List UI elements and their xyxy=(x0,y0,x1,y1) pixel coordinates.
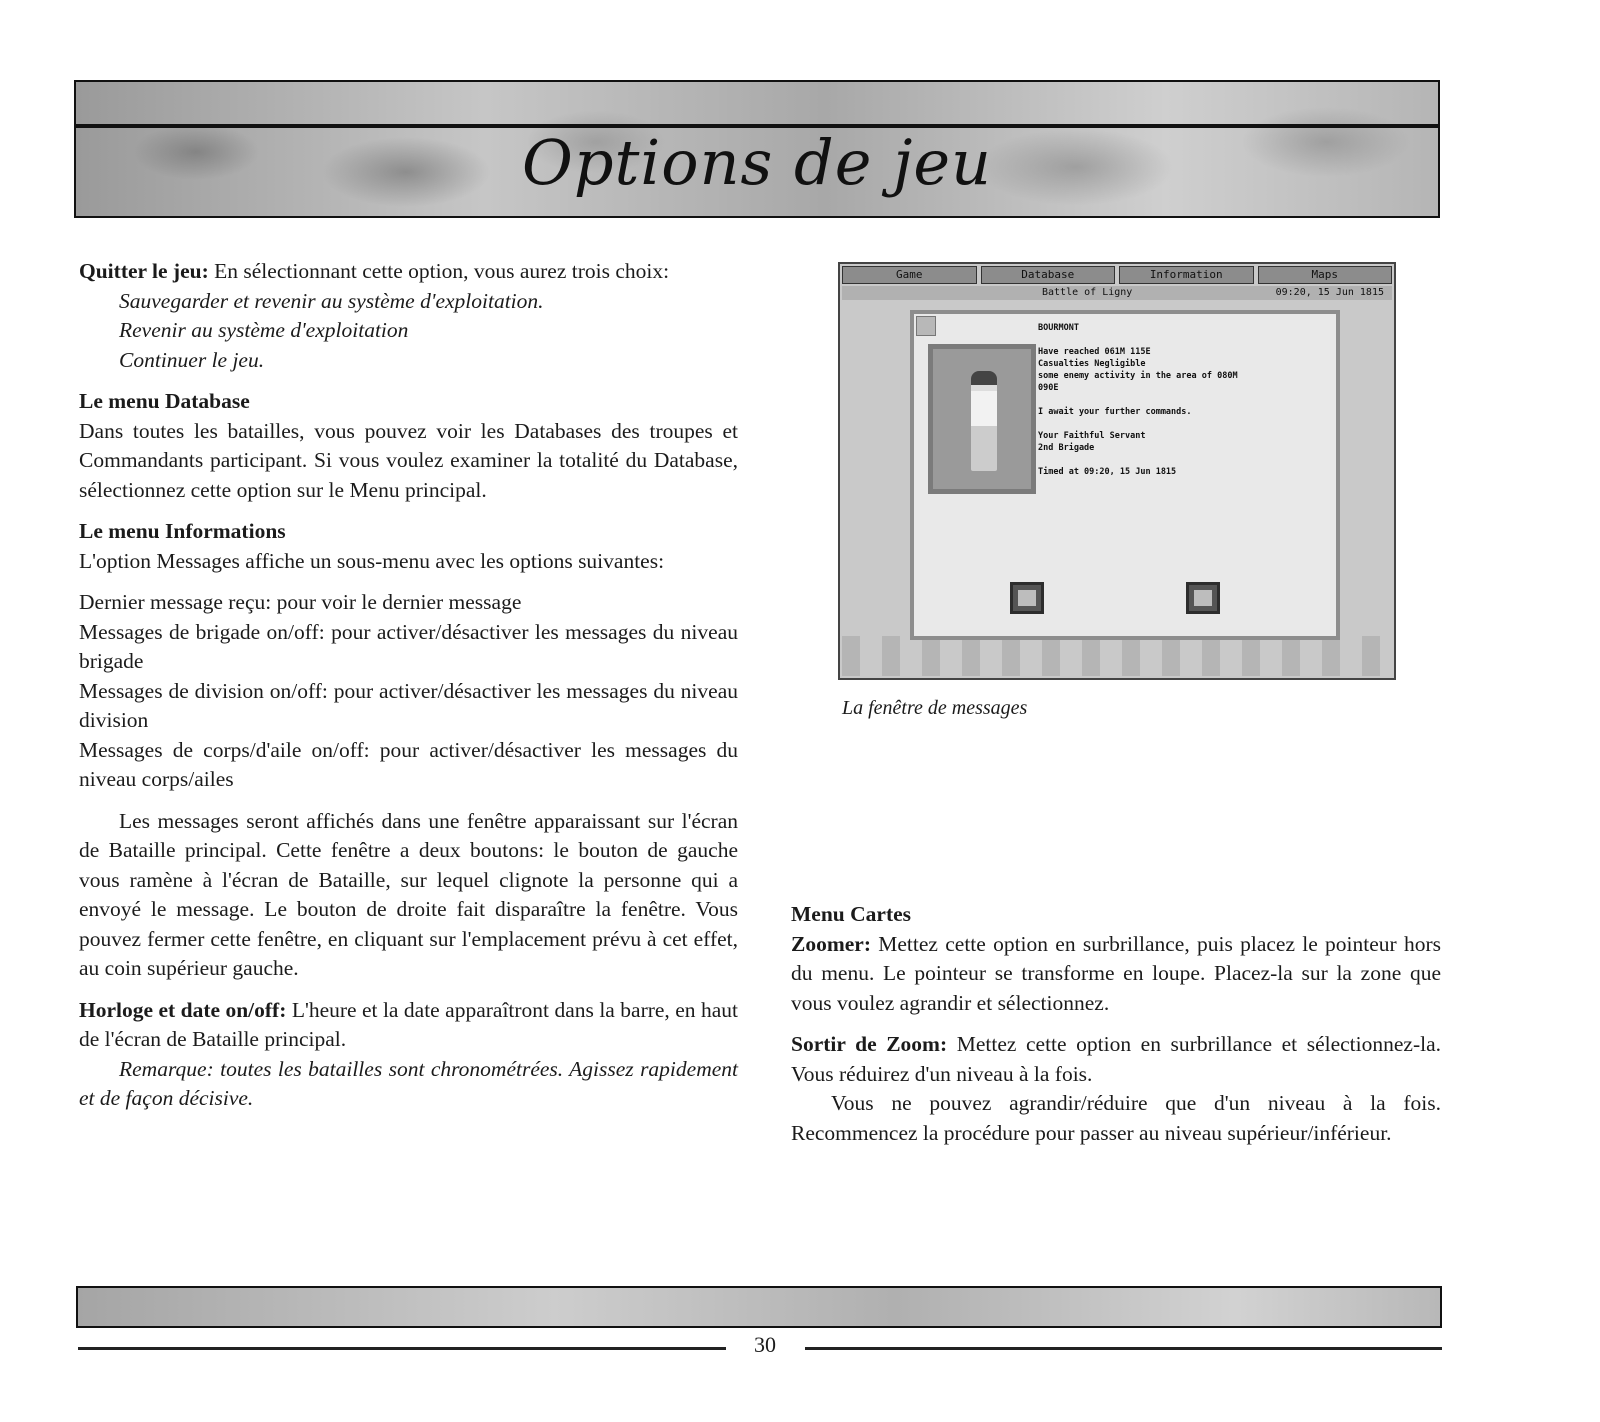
zoom-note: Vous ne pouvez agrandir/réduire que d'un niveau à la fois. Recommencez la procédure pour passer au niveau supérieur/inférieur. xyxy=(791,1091,1441,1145)
battle-status-bar xyxy=(842,286,1392,300)
database-text: Dans toutes les batailles, vous pouvez voir les Databases des troupes et Commandants participant. Si vous voulez examiner la totalité du Database, sélectionnez cette option sur le Menu principal. xyxy=(79,418,738,502)
messages-paragraph: Les messages seront affichés dans une fenêtre apparaissant sur l'écran de Bataille principal. Cette fenêtre a deux boutons: le bouton de gauche vous ramène à l'écran de Bataille, sur lequel clignote la personne qui a envoyé le message. Le bouton de droite fait disparaître la fenêtre. Vous pouvez fermer cette fenêtre, en cliquant sur l'emplacement prévu à cet effet, au coin supérieur gauche. xyxy=(79,808,738,980)
info-text: L'option Messages affiche un sous-menu avec les options suivantes: xyxy=(79,548,665,573)
footer-rule-left xyxy=(78,1347,726,1350)
quit-label: Quitter le jeu: xyxy=(79,259,209,283)
quit-text: En sélectionnant cette option, vous aurez trois choix: xyxy=(208,259,670,283)
clock-text: L'heure et la date apparaîtront dans la barre, en haut de l'écran de Bataille principal. xyxy=(79,997,738,1051)
menu-maps: Maps xyxy=(1258,266,1393,284)
info-item: Messages de brigade on/off: pour activer/désactiver les messages du niveau brigade xyxy=(79,619,738,673)
clock-paragraph xyxy=(79,996,738,1055)
header-banner xyxy=(74,80,1440,218)
message-window-screenshot xyxy=(838,262,1396,680)
close-icon xyxy=(916,316,936,336)
quit-choice: Sauvegarder et revenir au système d'exploitation. xyxy=(119,288,544,313)
footer-banner xyxy=(76,1286,1442,1328)
info-item: Messages de division on/off: pour activer/désactiver les messages du niveau division xyxy=(79,678,738,732)
right-column xyxy=(791,900,1441,1148)
message-window xyxy=(910,310,1340,640)
unzoom-paragraph xyxy=(791,1030,1441,1089)
goto-sender-icon xyxy=(1010,582,1044,614)
zoom-label: Zoomer: xyxy=(791,931,871,956)
info-heading: Le menu Informations xyxy=(79,519,286,543)
info-item: Messages de corps/d'aile on/off: pour activer/désactiver les messages du niveau corps/ailes xyxy=(79,737,738,791)
zoom-paragraph xyxy=(791,930,1441,1019)
menu-information: Information xyxy=(1119,266,1254,284)
left-column xyxy=(79,257,738,1114)
zoom-text: Mettez cette option en surbrillance, puis placez le pointeur hors du menu. Le pointeur se transforme en loupe. Placez-la sur la zone que vous voulez agrandir et sélectionnez. xyxy=(791,931,1441,1015)
clock-label: Horloge et date on/off: xyxy=(79,997,287,1022)
remark: Remarque: toutes les batailles sont chronométrées. Agissez rapidement et de façon décisive. xyxy=(79,1056,738,1110)
screenshot-caption: La fenêtre de messages xyxy=(842,697,1028,719)
menu-database: Database xyxy=(981,266,1116,284)
database-heading: Le menu Database xyxy=(79,389,250,413)
menu-game: Game xyxy=(842,266,977,284)
page-title: Options de jeu xyxy=(522,126,992,199)
quit-choice: Revenir au système d'exploitation xyxy=(119,318,409,342)
battle-clock: 09:20, 15 Jun 1815 xyxy=(1275,287,1384,298)
maps-heading: Menu Cartes xyxy=(791,902,912,926)
game-menu-bar xyxy=(842,266,1392,284)
quit-choice: Continuer le jeu. xyxy=(119,347,265,372)
dismiss-window-icon xyxy=(1186,582,1220,614)
footer-rule-right xyxy=(805,1347,1442,1350)
quit-paragraph xyxy=(79,257,738,287)
info-item: Dernier message reçu: pour voir le dernier message xyxy=(79,590,522,614)
unzoom-label: Sortir de Zoom: xyxy=(791,1032,948,1056)
page-number: 30 xyxy=(754,1332,776,1357)
battle-title: Battle of Ligny xyxy=(1042,287,1133,298)
commander-portrait xyxy=(928,344,1036,494)
message-text: BOURMONT Have reached 061M 115E Casualties Negligible some enemy activity in the area of 080M 090E I await your further commands. Your Faithful Servant 2nd Brigade Timed at 09:20, 15 Jun 1815 xyxy=(1038,323,1238,477)
battlefield-background xyxy=(842,636,1392,676)
unzoom-text: Mettez cette option en surbrillance et sélectionnez-la. Vous réduirez d'un niveau à la fois. xyxy=(791,1032,1442,1086)
